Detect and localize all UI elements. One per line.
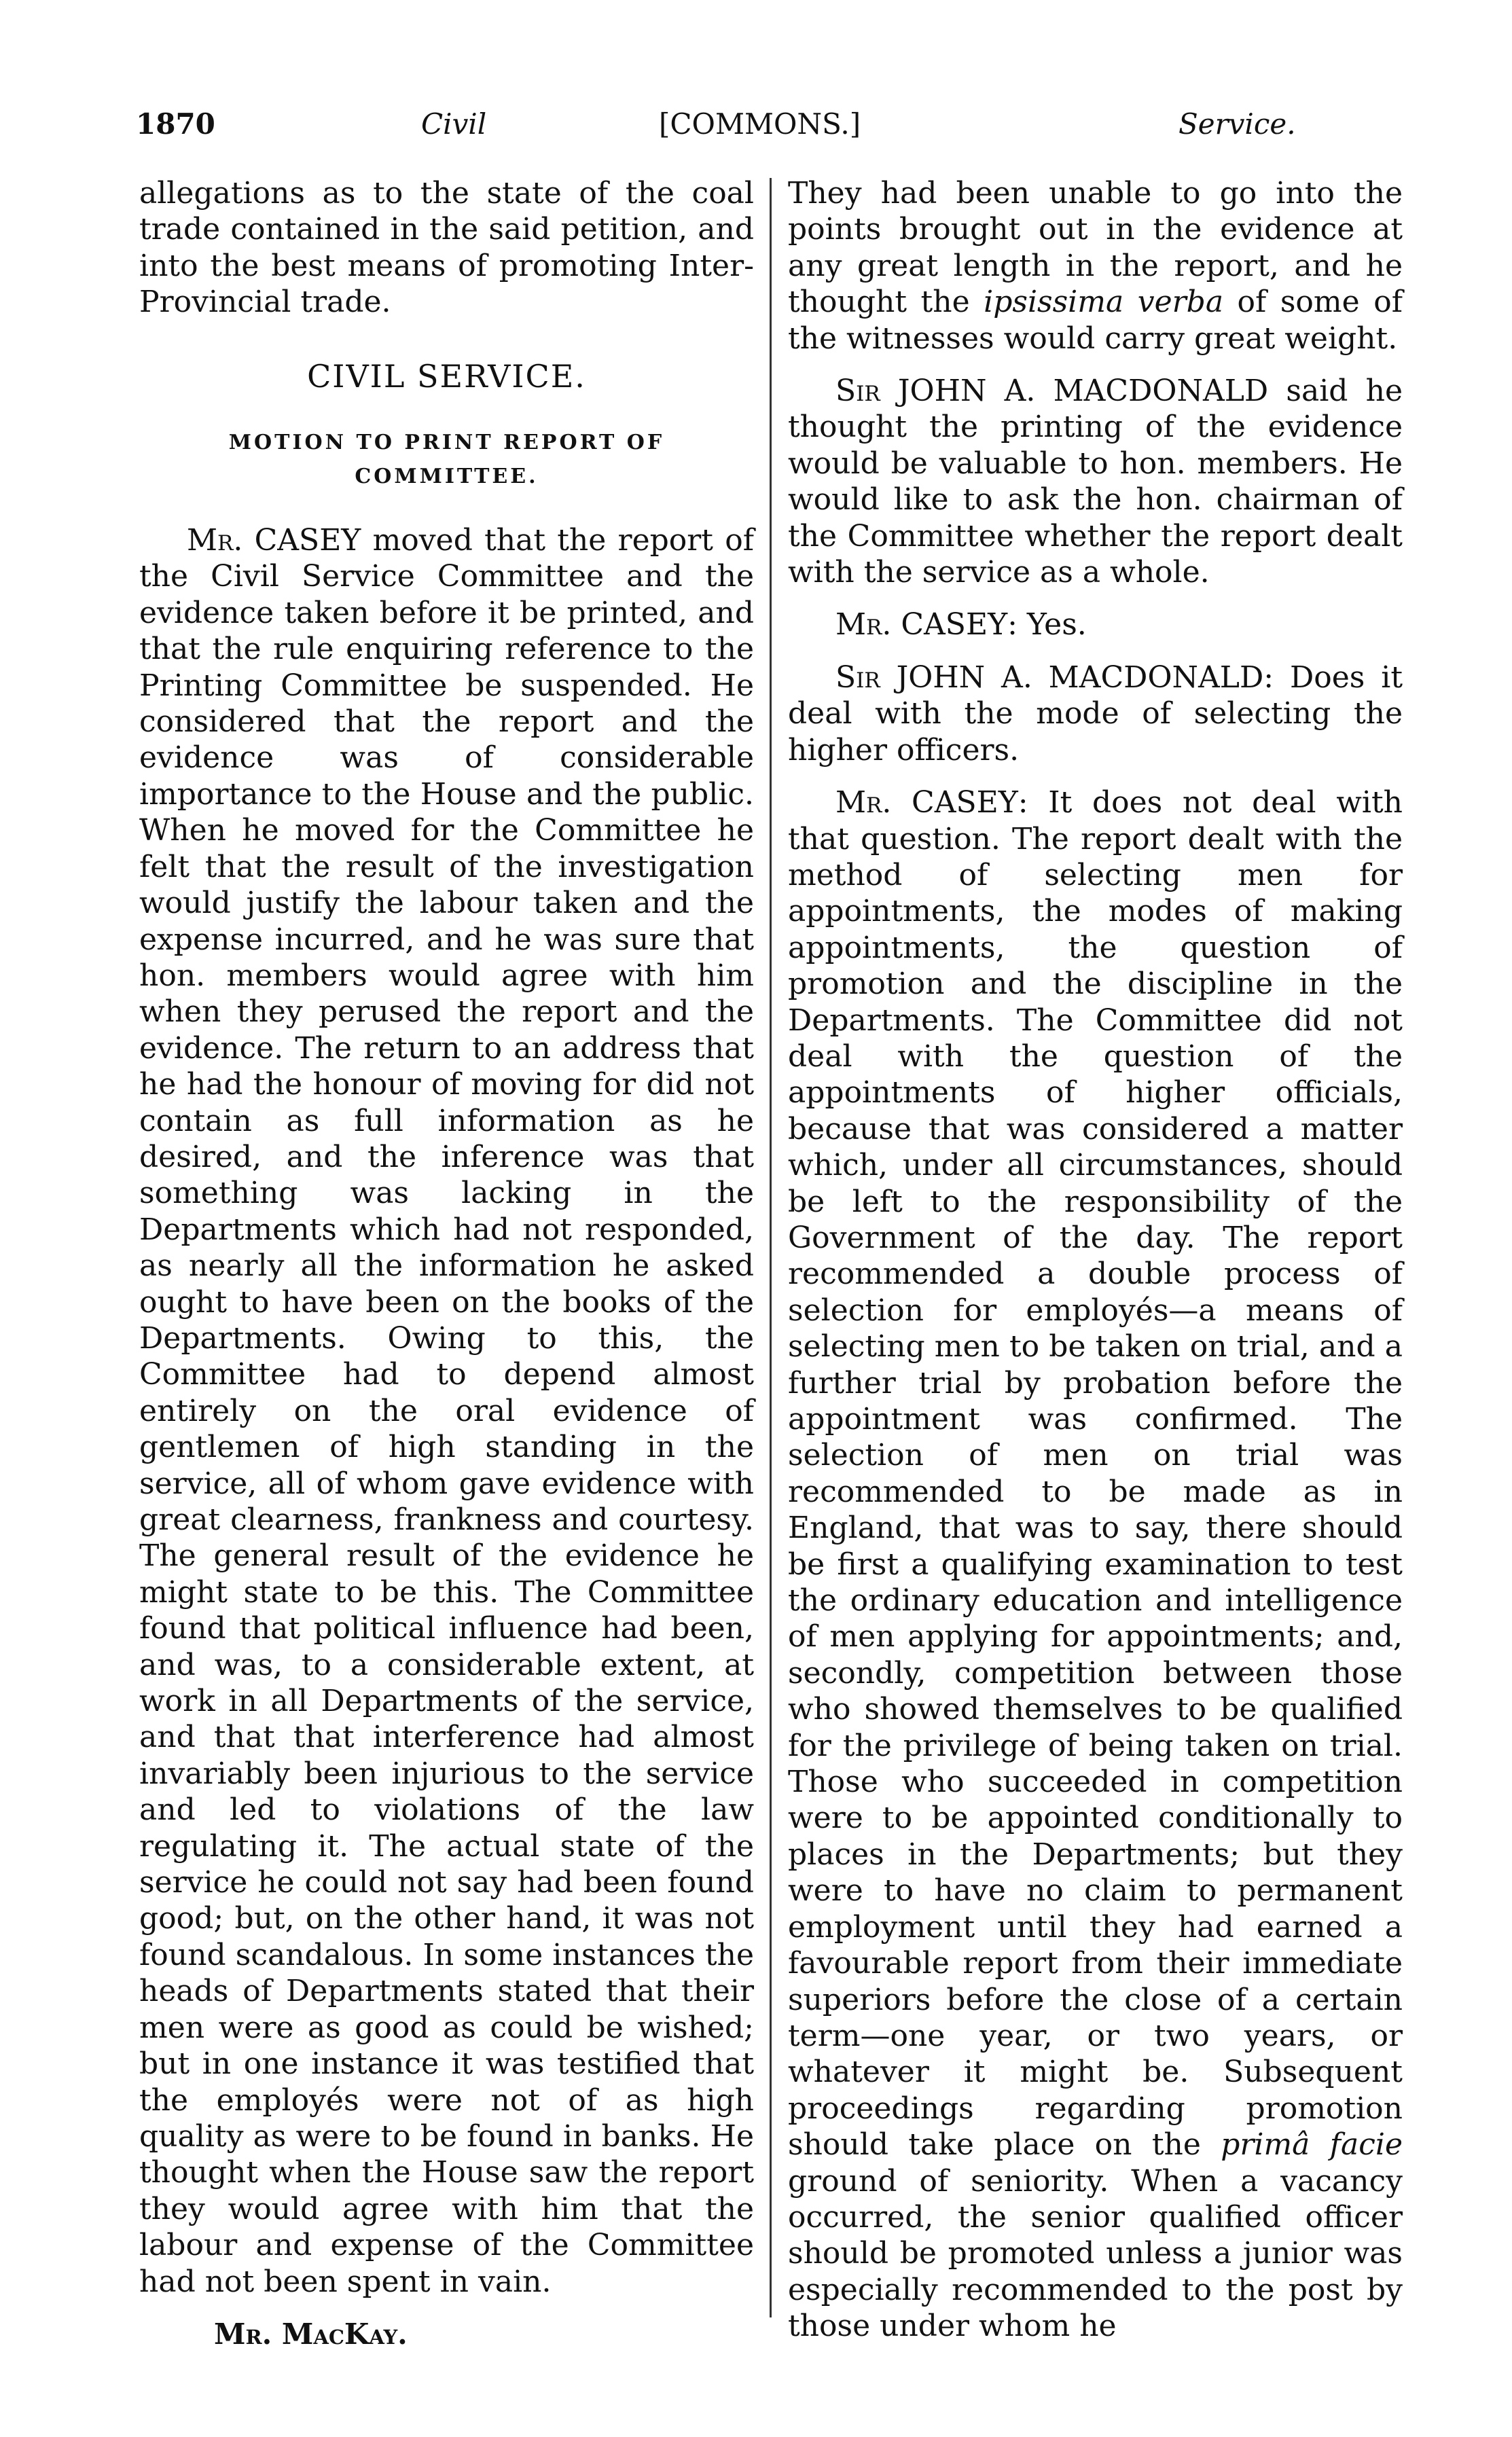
opening-paragraph: allegations as to the state of the coal trade contained in the said petition, and into the best means of promoting Inter-Provincial trade. [139,176,754,320]
continuation-text-end: of some of the witnesses would carry great weight. [788,285,1403,356]
section-subheading: MOTION TO PRINT REPORT OF COMMITTEE. [228,431,665,489]
page-number: 1870 [136,107,215,141]
running-head-left: Civil [421,107,487,141]
right-column [788,175,1403,2345]
continuation-paragraph [788,175,1403,357]
speaker-name: Sir JOHN A. MACDONALD [835,374,1269,409]
continuation-text: They had been unable to go into the points brought out in the evidence at any great length in the report, and he thought the [788,176,1403,320]
casey-motion-paragraph [139,522,754,2300]
left-column [139,175,754,2352]
speech-text: : Yes. [1007,607,1087,643]
casey-paragraph-2 [788,784,1403,2344]
speech-text: : It does not deal with that question. The report dealt with the method of selecting men for appointments, the modes of making appointments, the question of promotion and the discipline in the Departments. The Committee did not deal with the question of the appointments of higher officials, because that was considered a matter which, under all circumstances, should be left to the responsibility of the Government of the day. The report recommended a double process of selection for employés—a means of selecting men to be taken on trial, and a further trial by probation before the appointment was confirmed. The selection of men on trial was recommended to be made as in England, that was to say, there should be first a qualifying examination to test the ordinary education and intelligence of men applying for appointments; and, secondly, competition between those who showed themselves to be qualified for the privilege of being taken on trial. Those who succeeded in competition were to be appointed conditionally to places in the Departments; but they were to have no claim to permanent employment until they had earned a favourable report from their immediate superiors before the close of a certain term—one year, or two years, or whatever it might be. Subsequent proceedings regarding promotion should take place on the [788,785,1403,2163]
speaker-name: Mr. CASEY [835,607,1008,643]
italic-phrase: primâ facie [1221,2127,1403,2163]
speech-text: : Does it deal with the mode of selecting the higher officers. [788,660,1403,768]
running-head-center: [COMMONS.] [659,107,861,141]
speaker-name: Sir JOHN A. MACDONALD [835,660,1264,695]
column-divider [770,178,772,2317]
speaker-name: Mr. CASEY [187,523,361,558]
macdonald-paragraph-1 [788,373,1403,590]
speech-text: moved that the report of the Civil Service Committee and the evidence taken before it be printed, and that the rule enquiring reference to the Printing Committee be suspended. He considered that the report and the evidence was of considerable importance to the House and the public. When he moved for the Committee he felt that the result of the investigation would justify the labour taken and the expense incurred, and he was sure that hon. members would agree with him when they perused the report and the evidence. The return to an address that he had the honour of moving for did not contain as full information as he desired, and the inference was that something was lacking in the Departments which had not responded, as nearly all the information he asked ought to have been on the books of the Departments. Owing to this, the Committee had to depend almost entirely on the oral evidence of gentlemen of high standing in the service, all of whom gave evidence with great clearness, frankness and courtesy. The general result of the evidence he might state to be this. The Committee found that political influence had been, and was, to a considerable extent, at work in all Departments of the service, and that that interference had almost invariably been injurious to the service and led to violations of the law regulating it. The actual state of the service he could not say had been found good; but, on the other hand, it was not found scandalous. In some instances the heads of Departments stated that their men were as good as could be wished; but in one instance it was testified that the employés were not of as high quality as were to be found in banks. He thought when the House saw the report they would agree with him that the labour and expense of the Committee had not been spent in vain. [139,523,754,2299]
italic-phrase: ipsissima verba [984,285,1224,320]
running-header [95,101,1406,148]
catchword: Mr. MacKay. [214,2317,408,2351]
casey-paragraph-1 [788,607,1403,643]
running-head-right: Service. [1178,107,1296,141]
section-title: CIVIL SERVICE. [307,357,586,395]
speech-text-end: ground of seniority. When a vacancy occurred, the senior qualified officer should be promoted unless a junior was especially recommended to the post by those under whom he [788,2163,1403,2344]
speaker-name: Mr. CASEY [835,785,1018,820]
macdonald-paragraph-2 [788,660,1403,768]
speech-text: said he thought the printing of the evidence would be valuable to hon. members. He would like to ask the hon. chairman of the Committee whether the report dealt with the service as a whole. [788,374,1403,590]
